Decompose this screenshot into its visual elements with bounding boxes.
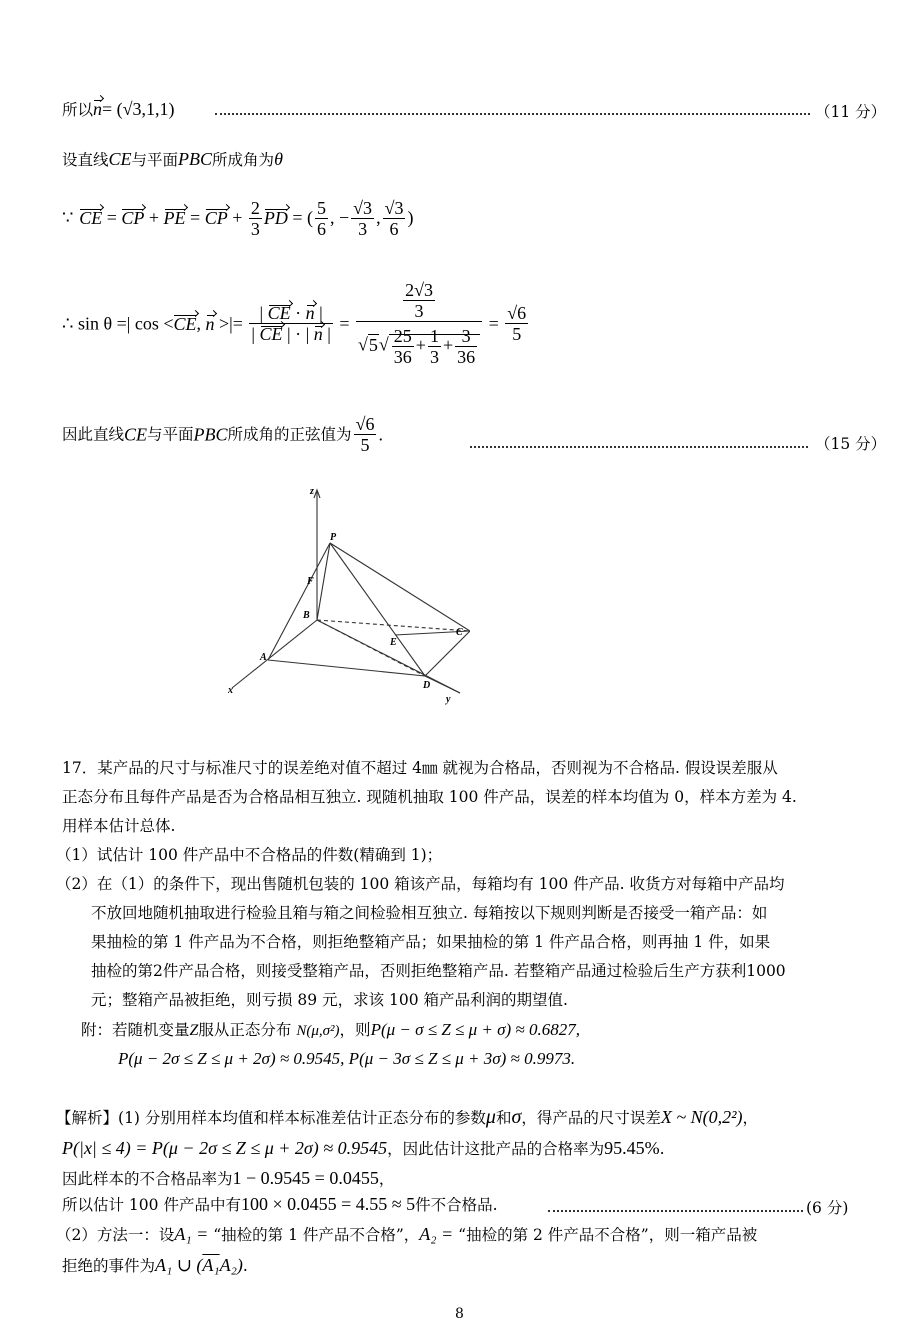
problem17-part2-line5: 元；整箱产品被拒绝，则亏损 89 元，求该 100 箱产品利润的期望值. (91, 991, 568, 1009)
edge-PA (268, 543, 330, 660)
dot-leader-6 (548, 1210, 803, 1212)
label-E: E (390, 637, 397, 648)
problem17-part2-line3: 果抽检的第 1 件产品为不合格，则拒绝整箱产品；如果抽检的第 1 件产品合格，则再抽 1 件，如果 (91, 933, 771, 951)
line-sin-theta: ∴ sin θ =| cos <CE, n >|= $\frac{| CE \cdot n |}{| CE | \cdot | n |}$ = $\frac{2√3}{3}$ √5√ $\frac{25}{36}$ + $\frac{1}{3}$ + $\frac{3}{36}$ = $\frac{√6}{5}$ (62, 280, 527, 367)
line-normal-vector: 所以n= (√3,1,1) (62, 99, 175, 119)
x-axis (232, 620, 317, 688)
analysis-line2: P(|x| ≤ 4) = P(μ − 2σ ≤ Z ≤ μ + 2σ) ≈ 0.9545，因此估计这批产品的合格率为95.45%. (62, 1138, 665, 1158)
label-F: F (307, 576, 314, 587)
problem17-line3: 用样本估计总体. (62, 817, 176, 835)
problem17-part1: （1）试估计 100 件产品中不合格品的件数(精确到 1)； (56, 846, 443, 864)
line-vector-ce: ∵ CE = CP + PE = CP + $\frac{2}{3}$ PD = ( $\frac{5}{6}$ , − $\frac{√3}{3}$ , $\frac{√3}{6}$ ) (62, 198, 414, 239)
fraction-big: $\frac{2√3}{3}$ √5√ $\frac{25}{36}$ + $\frac{1}{3}$ + $\frac{3}{36}$ (356, 280, 482, 367)
fraction-dot-over-norm: $\frac{| CE \cdot n |}{| CE | \cdot | n |}$ (251, 303, 331, 344)
analysis-line6: 拒绝的事件为A₁ ∪ (A₁A₂). (62, 1255, 248, 1275)
problem17-part2-line2: 不放回地随机抽取进行检验且箱与箱之间检验相互独立. 每箱按以下规则判断是否接受一箱产品：如 (91, 904, 768, 922)
appendix-line1: 附：若随机变量Z服从正态分布 N(μ,σ²)，则P(μ − σ ≤ Z ≤ μ + σ) ≈ 0.6827, (81, 1020, 580, 1039)
page-number: 8 (455, 1306, 464, 1322)
appendix-line2: P(μ − 2σ ≤ Z ≤ μ + 2σ) ≈ 0.9545, P(μ − 3σ ≤ Z ≤ μ + 3σ) ≈ 0.9973. (118, 1049, 576, 1068)
dot-leader-15 (470, 446, 808, 448)
edge-BC (317, 620, 470, 631)
score-6: (6 分) (806, 1199, 849, 1217)
fraction-two-thirds: $\frac{2}{3}$ (250, 198, 260, 239)
label-P: P (330, 532, 337, 543)
edge-PD (330, 543, 425, 676)
edge-DC (425, 631, 470, 676)
label-y: y (446, 694, 451, 705)
dot-leader-11 (215, 113, 810, 115)
score-15: （15 分） (815, 435, 887, 453)
analysis-line5: （2）方法一：设A₁ = “抽检的第 1 件产品不合格”，A₂ = “抽检的第 2 件产品不合格”，则一箱产品被 (56, 1224, 758, 1244)
vector-n: n (93, 99, 103, 119)
analysis-line4: 所以估计 100 件产品中有100 × 0.0455 = 4.55 ≈ 5件不合格品. (62, 1194, 498, 1214)
problem17-part2-line1: （2）在（1）的条件下，现出售随机包装的 100 箱该产品，每箱均有 100 件产品. 收货方对每箱中产品均 (56, 875, 785, 893)
problem17-line2: 正态分布且每件产品是否为合格品相互独立. 现随机抽取 100 件产品，误差的样本均值为 0，样本方差为 4. (62, 788, 797, 806)
pyramid-figure (220, 480, 470, 705)
label-x: x (228, 685, 233, 696)
label-D: D (423, 680, 431, 691)
label-A: A (260, 652, 267, 663)
problem17-part2-line4: 抽检的第2件产品合格，则接受整箱产品，否则拒绝整箱产品. 若整箱产品通过检验后生产方获利1000 (91, 962, 786, 980)
label-z: z (310, 486, 314, 497)
score-11: （11 分） (815, 103, 887, 121)
edge-AD (268, 660, 425, 676)
analysis-line3: 因此样本的不合格品率为1 − 0.9545 = 0.0455， (62, 1168, 395, 1188)
line-sine-conclusion: 因此直线CE与平面PBC所成角的正弦值为 $\frac{√6}{5}$ . (62, 414, 383, 455)
problem17-line1: 17．某产品的尺寸与标准尺寸的误差绝对值不超过 4㎜ 就视为合格品，否则视为不合格品. 假设误差服从 (62, 759, 778, 777)
line-angle-def: 设直线CE与平面PBC所成角为θ (62, 149, 283, 169)
edge-PC (330, 543, 470, 631)
label-B: B (303, 610, 310, 621)
analysis-line1: 【解析】(1) 分别用样本均值和样本标准差估计正态分布的参数μ和σ，得产品的尺寸误差X ~ N(0,2²)， (56, 1106, 758, 1128)
label-C: C (456, 627, 463, 638)
